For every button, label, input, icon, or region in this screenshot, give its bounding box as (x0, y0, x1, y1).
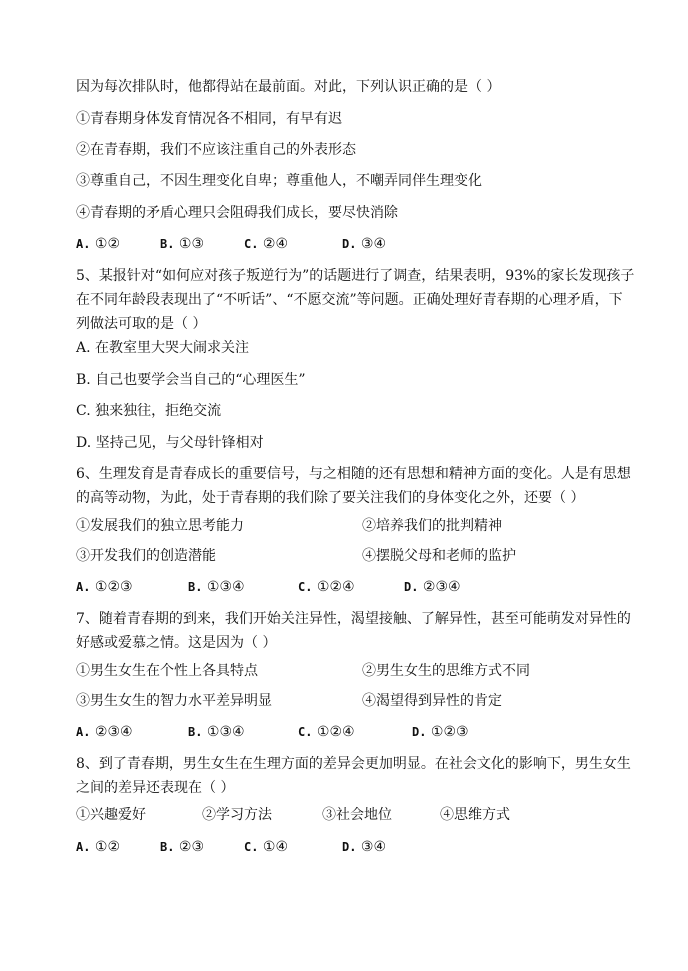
q5-choice-d: D. 坚持己见，与父母针锋相对 (76, 435, 264, 451)
q6-choice-d-text: ②③④ (422, 579, 461, 595)
q6-statement-4: ④摆脱父母和老师的监护 (362, 548, 516, 564)
q4-choice-d (342, 235, 386, 253)
q4-choice-b-letter: B. (160, 237, 175, 251)
q4-statement-2: ②在青春期，我们不应该注重自己的外表形态 (76, 142, 356, 158)
q7-choice-a-letter: A. (76, 725, 91, 739)
q8-choice-b (160, 838, 204, 856)
q8-choice-a-text: ①② (94, 839, 121, 855)
q7-choice-b (188, 723, 245, 741)
q6-choice-d-letter: D. (404, 580, 419, 594)
q8-stem-line-2: 之间的差异还表现在（ ） (76, 780, 235, 796)
q7-choice-b-letter: B. (188, 725, 203, 739)
q7-choice-c-text: ①②④ (316, 724, 355, 740)
q7-stem-line-1: 7、随着青春期的到来，我们开始关注异性，渴望接触、了解异性，甚至可能萌发对异性的 (76, 611, 631, 627)
q7-choice-c (298, 723, 355, 741)
q5-choice-a: A. 在教室里大哭大闹求关注 (76, 340, 250, 356)
q4-choice-b-text: ①③ (178, 236, 205, 252)
q7-choice-c-letter: C. (298, 725, 313, 739)
q8-choice-a-letter: A. (76, 840, 91, 854)
q5-stem-line-2: 在不同年龄段表现出了“不听话”、“不愿交流”等问题。正确处理好青春期的心理矛盾，下 (76, 292, 623, 308)
q7-choice-b-text: ①③④ (206, 724, 245, 740)
q7-statement-4: ④渴望得到异性的肯定 (362, 693, 502, 709)
q6-stem-line-1: 6、生理发育是青春成长的重要信号，与之相随的还有思想和精神方面的变化。人是有思想 (76, 466, 631, 482)
q8-stem-line-1: 8、到了青春期，男生女生在生理方面的差异会更加明显。在社会文化的影响下，男生女生 (76, 756, 631, 772)
q4-choice-b (160, 235, 204, 253)
q6-choice-a-text: ①②③ (94, 579, 133, 595)
q5-stem-line-3: 列做法可取的是（ ） (76, 316, 207, 332)
q7-choice-d-letter: D. (412, 725, 427, 739)
q8-choice-a (76, 838, 120, 856)
q6-statement-1: ①发展我们的独立思考能力 (76, 518, 244, 534)
q7-statement-3: ③男生女生的智力水平差异明显 (76, 693, 272, 709)
q6-choice-d (404, 578, 461, 596)
q6-choice-b-letter: B. (188, 580, 203, 594)
q6-choice-b-text: ①③④ (206, 579, 245, 595)
q7-choice-a (76, 723, 133, 741)
q5-choice-b: B. 自己也要学会当自己的“心理医生” (76, 372, 306, 388)
q7-choice-a-text: ②③④ (94, 724, 133, 740)
q8-choice-d-text: ③④ (360, 839, 387, 855)
q4-statement-3: ③尊重自己，不因生理变化自卑；尊重他人，不嘲弄同伴生理变化 (76, 173, 482, 189)
q4-choice-c-text: ②④ (262, 236, 289, 252)
q7-choice-d (412, 723, 469, 741)
q8-choice-b-letter: B. (160, 840, 175, 854)
q4-choice-c (244, 235, 288, 253)
q8-statement-4: ④思维方式 (440, 807, 510, 823)
q4-statement-4: ④青春期的矛盾心理只会阻碍我们成长，要尽快消除 (76, 205, 398, 221)
q8-choice-d (342, 838, 386, 856)
q4-choice-d-letter: D. (342, 237, 357, 251)
q8-statement-1: ①兴趣爱好 (76, 807, 146, 823)
q8-statement-2: ②学习方法 (202, 807, 272, 823)
q7-choice-d-text: ①②③ (430, 724, 469, 740)
q6-stem-line-2: 的高等动物，为此，处于青春期的我们除了要关注我们的身体变化之外，还要（ ） (76, 490, 585, 506)
q5-choice-c: C. 独来独往，拒绝交流 (76, 403, 222, 419)
q4-choice-d-text: ③④ (360, 236, 387, 252)
q6-choice-c (298, 578, 355, 596)
q6-statement-2: ②培养我们的批判精神 (362, 518, 502, 534)
q6-choice-a (76, 578, 133, 596)
q4-stem-tail: 因为每次排队时，他都得站在最前面。对此，下列认识正确的是（ ） (76, 79, 501, 95)
q8-choice-c-letter: C. (244, 840, 259, 854)
q5-stem-line-1: 5、某报针对“如何应对孩子叛逆行为”的话题进行了调查，结果表明，93%的家长发现孩子 (76, 268, 635, 284)
q4-statement-1: ①青春期身体发育情况各不相同，有早有迟 (76, 111, 342, 127)
q8-statement-3: ③社会地位 (322, 807, 392, 823)
q7-statement-2: ②男生女生的思维方式不同 (362, 663, 530, 679)
q4-choice-a-text: ①② (94, 236, 121, 252)
q6-choice-c-text: ①②④ (316, 579, 355, 595)
q6-choice-c-letter: C. (298, 580, 313, 594)
q7-stem-line-2: 好感或爱慕之情。这是因为（ ） (76, 635, 277, 651)
q8-choice-c-text: ①④ (262, 839, 289, 855)
q8-choice-c (244, 838, 288, 856)
q7-statement-1: ①男生女生在个性上各具特点 (76, 663, 258, 679)
q6-choice-b (188, 578, 245, 596)
q8-choice-b-text: ②③ (178, 839, 205, 855)
q4-choice-a (76, 235, 120, 253)
q4-choice-c-letter: C. (244, 237, 259, 251)
q6-choice-a-letter: A. (76, 580, 91, 594)
q4-choice-a-letter: A. (76, 237, 91, 251)
q6-statement-3: ③开发我们的创造潜能 (76, 548, 216, 564)
q8-choice-d-letter: D. (342, 840, 357, 854)
